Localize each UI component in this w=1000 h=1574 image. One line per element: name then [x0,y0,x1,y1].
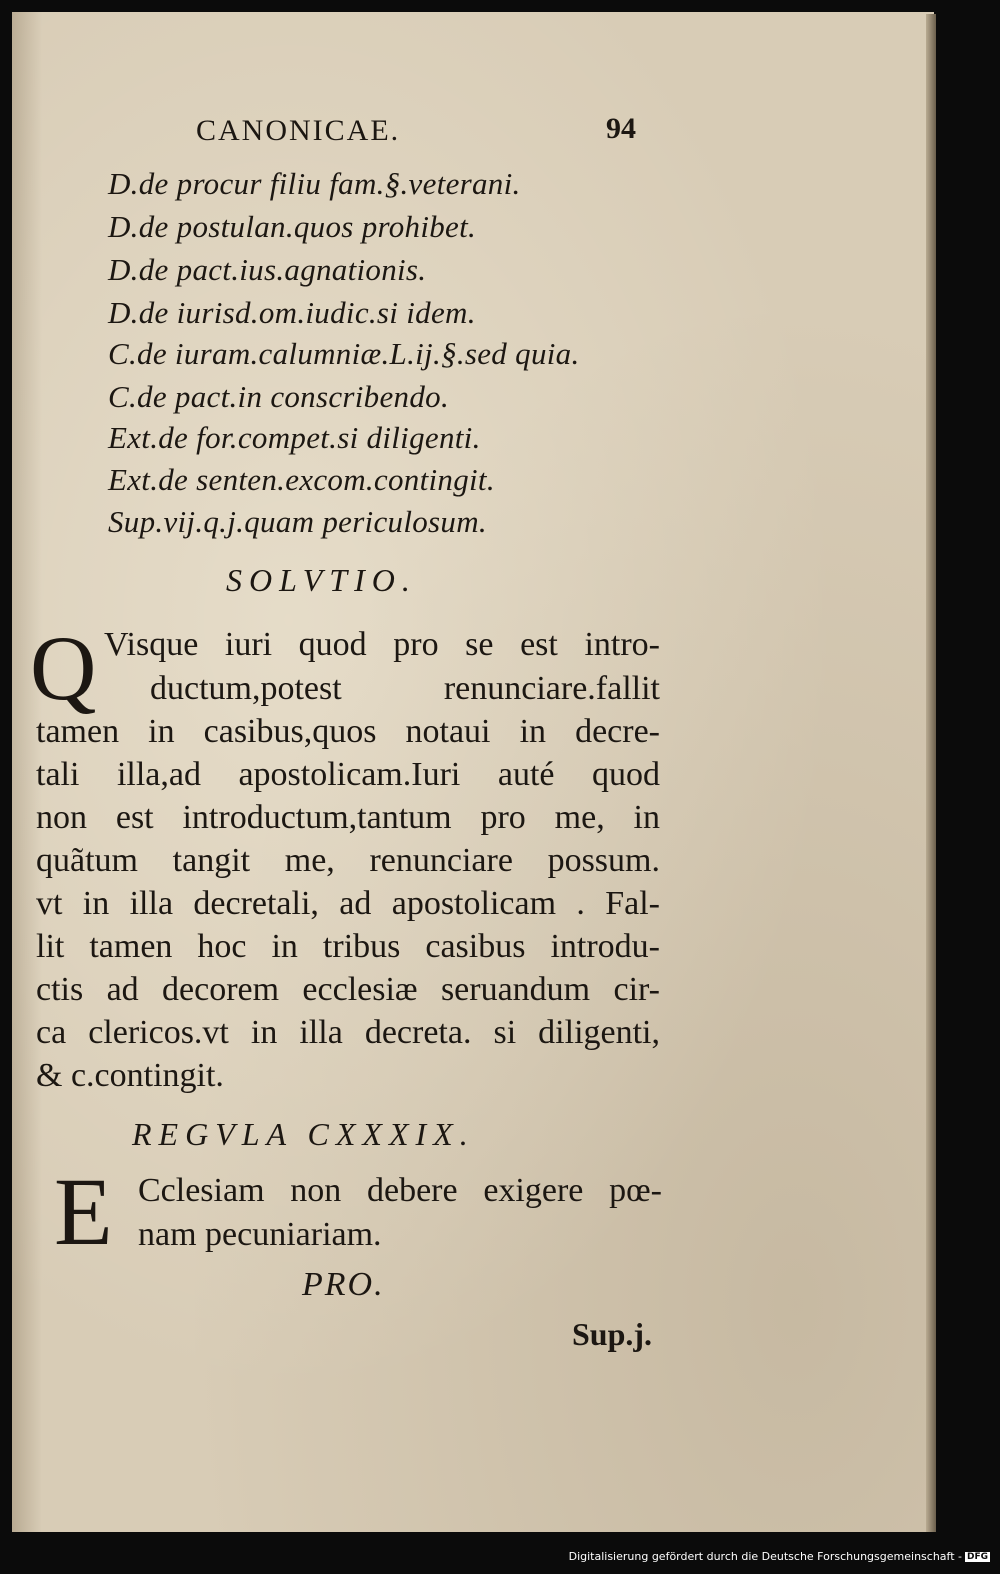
citation-line: Ext.de senten.excom.contingit. [108,462,495,497]
pro-heading: PRO. [302,1266,385,1303]
solutio-line: lit tamen hoc in tribus casibus introdu- [36,928,660,965]
solutio-line: & c.contingit. [36,1057,224,1094]
regula-line: nam pecuniariam. [138,1216,382,1253]
citation-line: C.de iuram.calumniæ.L.ij.§.sed quia. [108,336,580,371]
citation-line: C.de pact.in conscribendo. [108,379,449,414]
citation-line: D.de procur filiu fam.§.veterani. [108,166,521,201]
running-title: CANONICAE. [196,114,401,147]
solutio-line: ctis ad decorem ecclesiæ seruandum cir- [36,971,660,1008]
drop-cap-e: E [54,1158,113,1265]
solutio-line: non est introductum,tantum pro me, in [36,799,660,836]
catchword: Sup.j. [572,1316,653,1352]
footer-credit [0,1550,990,1563]
citation-line: Sup.vij.q.j.quam periculosum. [108,504,487,539]
citation-line: D.de pact.ius.agnationis. [108,252,427,287]
page-number: 94 [606,112,636,145]
drop-cap-q: Q [30,617,97,719]
citation-line: D.de iurisd.om.iudic.si idem. [108,295,476,330]
page-edge [926,14,936,1532]
dfg-logo: DFG [966,1552,988,1562]
solutio-heading: SOLVTIO. [226,562,417,598]
citation-line: D.de postulan.quos prohibet. [108,209,477,244]
solutio-line: vt in illa decretali, ad apostolicam . Fal- [36,885,660,922]
solutio-line: tamen in casibus,quos notaui in decre- [36,713,660,750]
solutio-line: ductum,potest renunciare.fallit [150,670,660,707]
solutio-line: quãtum tangit me, renunciare possum. [36,842,660,879]
footer-credit-text: Digitalisierung gefördert durch die Deutsche Forschungsgemeinschaft - [568,1550,962,1563]
solutio-line: ca clericos.vt in illa decreta. si diligenti, [36,1014,660,1051]
regula-line: Cclesiam non debere exigere pœ- [138,1172,662,1209]
solutio-line: Visque iuri quod pro se est intro- [104,626,660,663]
citation-line: Ext.de for.compet.si diligenti. [108,420,481,455]
solutio-line: tali illa,ad apostolicam.Iuri auté quod [36,756,660,793]
regula-heading: REGVLA CXXXIX. [132,1116,475,1152]
